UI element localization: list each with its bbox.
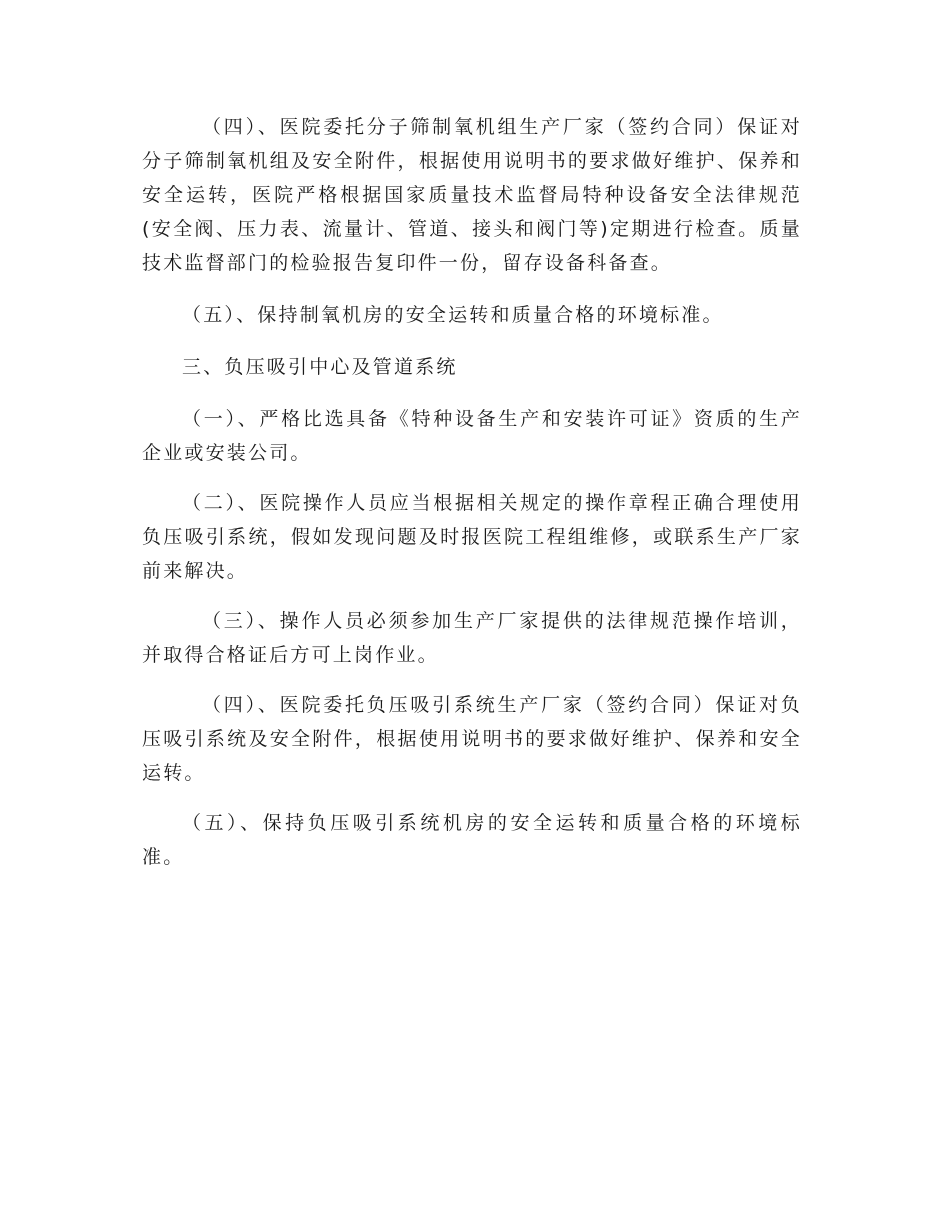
paragraph-vacuum-environment: （五）、保持负压吸引系统机房的安全运转和质量合格的环境标准。 — [142, 812, 802, 868]
section-heading-vacuum-suction: 三、负压吸引中心及管道系统 — [182, 356, 458, 378]
paragraph-vacuum-selection: （一）、严格比选具备《特种设备生产和安装许可证》资质的生产企业或安装公司。 — [142, 408, 802, 464]
paragraph-vacuum-operation: （二）、医院操作人员应当根据相关规定的操作章程正确合理使用负压吸引系统，假如发现问题及时报医院工程组维修，或联系生产厂家前来解决。 — [142, 492, 802, 582]
document-body — [142, 110, 802, 874]
paragraph-vacuum-training: （三）、操作人员必须参加生产厂家提供的法律规范操作培训，并取得合格证后方可上岗作业。 — [142, 610, 802, 666]
paragraph-oxygen-maintenance: （四）、医院委托分子筛制氧机组生产厂家（签约合同）保证对分子筛制氧机组及安全附件，根据使用说明书的要求做好维护、保养和安全运转，医院严格根据国家质量技术监督局特种设备安全法律规范(安全阀、压力表、流量计、管道、接头和阀门等)定期进行检查。质量技术监督部门的检验报告复印件一份，留存设备科备查。 — [142, 116, 802, 274]
paragraph-oxygen-environment: （五）、保持制氧机房的安全运转和质量合格的环境标准。 — [182, 304, 724, 326]
paragraph-vacuum-maintenance: （四）、医院委托负压吸引系统生产厂家（签约合同）保证对负压吸引系统及安全附件，根据使用说明书的要求做好维护、保养和安全运转。 — [142, 694, 802, 784]
